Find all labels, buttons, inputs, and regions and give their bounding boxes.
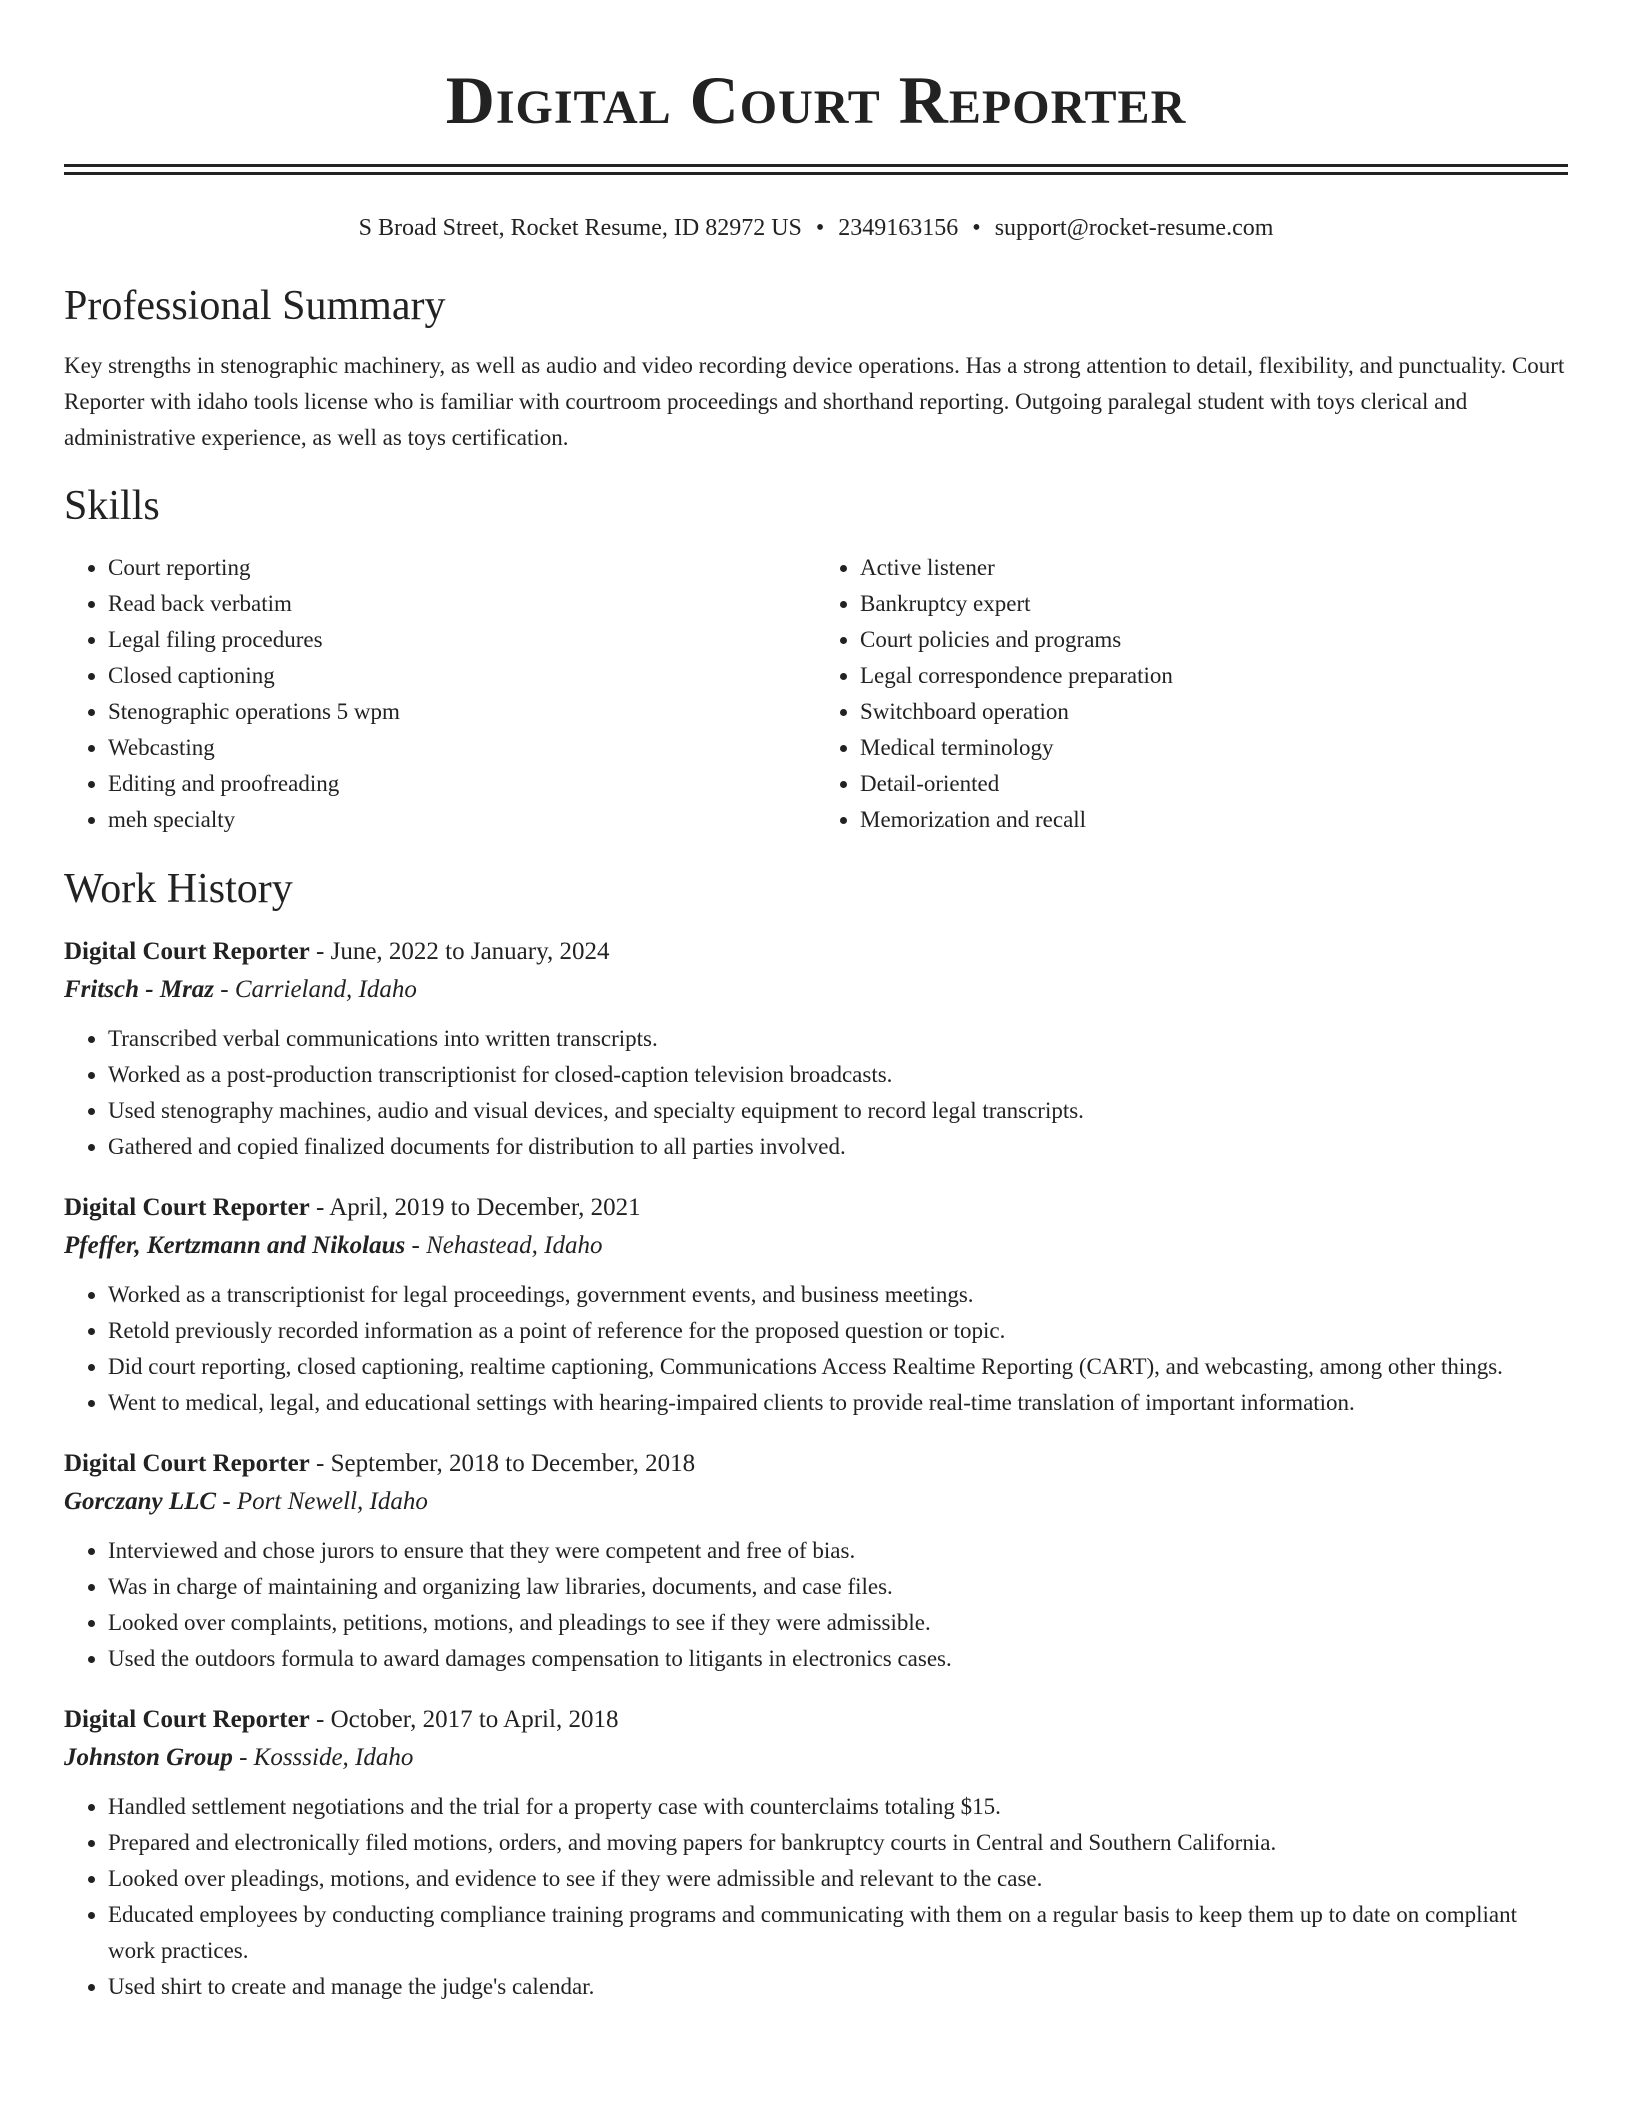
- skill-item: • Editing and proofreading: [108, 766, 816, 802]
- job-company-line: [64, 1483, 1568, 1521]
- job-bullet: • Worked as a transcriptionist for legal proceedings, government events, and business meetings.: [108, 1277, 1568, 1313]
- job-company: Pfeffer, Kertzmann and Nikolaus: [64, 1232, 406, 1259]
- resume-name: Digital Court Reporter: [445, 62, 1187, 138]
- skill-item: • Stenographic operations 5 wpm: [108, 694, 816, 730]
- skill-item: • Active listener: [860, 550, 1568, 586]
- job-location: - Kossside, Idaho: [232, 1744, 414, 1771]
- job-location: - Nehastead, Idaho: [405, 1232, 603, 1259]
- job-bullet: • Used the outdoors formula to award damages compensation to litigants in electronics cases.: [108, 1641, 1568, 1677]
- section-title-work-history: Work History: [64, 866, 293, 912]
- job-title: Digital Court Reporter: [64, 1194, 310, 1221]
- job-dates: - October, 2017 to April, 2018: [309, 1706, 619, 1733]
- contact-separator: •: [815, 215, 825, 241]
- job-bullets: [64, 1021, 1568, 1165]
- section-title-skills: Skills: [64, 483, 160, 529]
- job-bullet: • Used stenography machines, audio and visual devices, and specialty equipment to record legal transcripts.: [108, 1093, 1568, 1129]
- job-title: Digital Court Reporter: [64, 1706, 310, 1733]
- header-divider-thin: [64, 172, 1568, 175]
- job-company-line: [64, 1739, 1568, 1777]
- job-heading: [64, 1189, 1568, 1227]
- job-entry: [64, 1701, 1568, 2005]
- skills-list-right: [816, 550, 1568, 838]
- job-company-line: [64, 971, 1568, 1009]
- job-heading: [64, 1445, 1568, 1483]
- job-bullet: • Looked over pleadings, motions, and evidence to see if they were admissible and relevant to the case.: [108, 1861, 1568, 1897]
- job-bullets: [64, 1533, 1568, 1677]
- job-entry: [64, 1445, 1568, 1677]
- job-bullet: • Educated employees by conducting compliance training programs and communicating with them on a regular basis to keep them up to date on compliant work practices.: [108, 1897, 1568, 1969]
- skill-item: • Read back verbatim: [108, 586, 816, 622]
- job-bullet: • Prepared and electronically filed motions, orders, and moving papers for bankruptcy courts in Central and Southern California.: [108, 1825, 1568, 1861]
- job-entry: [64, 933, 1568, 1165]
- job-entry: [64, 1189, 1568, 1421]
- skills-columns: [64, 550, 1568, 838]
- job-heading: [64, 933, 1568, 971]
- contact-phone: 2349163156: [838, 215, 959, 241]
- skill-item: • Legal correspondence preparation: [860, 658, 1568, 694]
- skill-item: • meh specialty: [108, 802, 816, 838]
- summary-text: Key strengths in stenographic machinery, as well as audio and video recording device operations. Has a strong attention to detail, flexibility, and punctuality. Court Reporter with idaho tools license who is familiar with courtroom proceedings and shorthand reporting. Outgoing paralegal student with toys clerical and administrative experience, as well as toys certification.: [64, 353, 1565, 450]
- contact-address: S Broad Street, Rocket Resume, ID 82972 US: [358, 215, 802, 241]
- job-heading: [64, 1701, 1568, 1739]
- header-divider-thick: [64, 164, 1568, 167]
- job-bullet: • Was in charge of maintaining and organizing law libraries, documents, and case files.: [108, 1569, 1568, 1605]
- skill-item: • Bankruptcy expert: [860, 586, 1568, 622]
- skill-item: • Closed captioning: [108, 658, 816, 694]
- resume-page: [64, 0, 1568, 2005]
- job-location: - Port Newell, Idaho: [216, 1488, 428, 1515]
- job-bullet: • Retold previously recorded information as a point of reference for the proposed question or topic.: [108, 1313, 1568, 1349]
- skills-list-left: [64, 550, 816, 838]
- job-company: Gorczany LLC: [64, 1488, 217, 1515]
- job-bullet: • Interviewed and chose jurors to ensure that they were competent and free of bias.: [108, 1533, 1568, 1569]
- job-title: Digital Court Reporter: [64, 1450, 310, 1477]
- skill-item: • Switchboard operation: [860, 694, 1568, 730]
- job-dates: - September, 2018 to December, 2018: [309, 1450, 696, 1477]
- section-title-summary: Professional Summary: [64, 283, 446, 329]
- skill-item: • Memorization and recall: [860, 802, 1568, 838]
- skill-item: • Detail-oriented: [860, 766, 1568, 802]
- job-bullet: • Transcribed verbal communications into written transcripts.: [108, 1021, 1568, 1057]
- job-bullet: • Looked over complaints, petitions, motions, and pleadings to see if they were admissible.: [108, 1605, 1568, 1641]
- job-bullets: [64, 1277, 1568, 1421]
- contact-separator: •: [972, 215, 981, 241]
- contact-email: support@rocket-resume.com: [994, 215, 1274, 241]
- job-bullet: • Used shirt to create and manage the judge's calendar.: [108, 1969, 1568, 2005]
- job-bullet: • Worked as a post-production transcriptionist for closed-caption television broadcasts.: [108, 1057, 1568, 1093]
- job-bullet: • Went to medical, legal, and educational settings with hearing-impaired clients to provide real-time translation of important information.: [108, 1385, 1568, 1421]
- job-bullet: • Did court reporting, closed captioning, realtime captioning, Communications Access Realtime Reporting (CART), and webcasting, among other things.: [108, 1349, 1568, 1385]
- job-dates: - April, 2019 to December, 2021: [309, 1194, 641, 1221]
- contact-line: [64, 213, 1568, 243]
- skill-item: • Court reporting: [108, 550, 816, 586]
- skill-item: • Legal filing procedures: [108, 622, 816, 658]
- job-dates: - June, 2022 to January, 2024: [309, 938, 610, 965]
- skill-item: • Court policies and programs: [860, 622, 1568, 658]
- job-bullet: • Handled settlement negotiations and the trial for a property case with counterclaims totaling $15.: [108, 1789, 1568, 1825]
- job-bullets: [64, 1789, 1568, 2005]
- job-company: Johnston Group: [64, 1744, 233, 1771]
- job-location: - Carrieland, Idaho: [214, 976, 417, 1003]
- skill-item: • Webcasting: [108, 730, 816, 766]
- skill-item: • Medical terminology: [860, 730, 1568, 766]
- job-company-line: [64, 1227, 1568, 1265]
- job-title: Digital Court Reporter: [64, 938, 310, 965]
- job-bullet: • Gathered and copied finalized documents for distribution to all parties involved.: [108, 1129, 1568, 1165]
- job-company: Fritsch - Mraz: [64, 976, 215, 1003]
